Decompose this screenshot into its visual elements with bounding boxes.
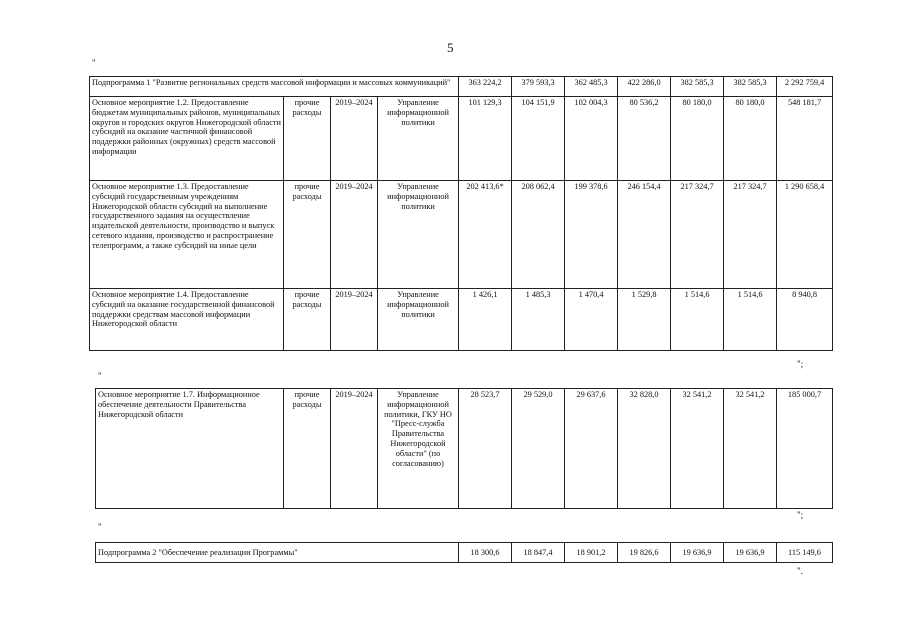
value-cell: 1 485,3 — [512, 289, 565, 351]
measure-name: Основное мероприятие 1.3. Предоставление субсидий государственным учреждениям Нижегородской области субсидий на выполнение государственного задания на осуществление издательской деятельности, производство и выпуск сетевого издания, производство и распространение телепрограмм, а также субсидий на иные цели — [90, 181, 284, 289]
value-cell: 19 636,9 — [724, 543, 777, 563]
value-cell: 422 286,0 — [618, 77, 671, 97]
executor: Управление информационной политики — [378, 181, 459, 289]
value-cell: 80 180,0 — [724, 97, 777, 181]
period: 2019–2024 — [331, 97, 378, 181]
page-number: 5 — [447, 40, 454, 55]
value-cell: 32 828,0 — [618, 389, 671, 509]
value-cell: 217 324,7 — [671, 181, 724, 289]
value-cell: 382 585,3 — [671, 77, 724, 97]
value-cell: 246 154,4 — [618, 181, 671, 289]
table-measure-1-7 — [95, 388, 833, 509]
table-row — [90, 97, 833, 181]
total-cell: 548 181,7 — [777, 97, 833, 181]
expense-type: прочие расходы — [284, 289, 331, 351]
table-subprogram-2 — [95, 542, 833, 563]
total-cell: 185 000,7 — [777, 389, 833, 509]
value-cell: 80 180,0 — [671, 97, 724, 181]
value-cell: 363 224,2 — [459, 77, 512, 97]
value-cell: 382 585,3 — [724, 77, 777, 97]
measure-name: Основное мероприятие 1.7. Информационное обеспечение деятельности Правительства Нижегородской области — [96, 389, 284, 509]
subprogram-1-title: Подпрограмма 1 "Развитие региональных средств массовой информации и массовых коммуникаций" — [90, 77, 459, 97]
executor: Управление информационной политики, ГКУ НО "Пресс-служба Правительства Нижегородской области" (по согласованию) — [378, 389, 459, 509]
value-cell: 19 636,9 — [671, 543, 724, 563]
expense-type: прочие расходы — [284, 97, 331, 181]
value-cell: 18 300,6 — [459, 543, 512, 563]
value-cell: 1 426,1 — [459, 289, 512, 351]
value-cell: 208 062,4 — [512, 181, 565, 289]
value-cell: 29 637,6 — [565, 389, 618, 509]
value-cell: 1 514,6 — [671, 289, 724, 351]
table-row — [90, 181, 833, 289]
close-quote-3: ". — [797, 566, 803, 576]
value-cell: 19 826,6 — [618, 543, 671, 563]
value-cell: 28 523,7 — [459, 389, 512, 509]
close-quote-1: "; — [797, 359, 804, 369]
period: 2019–2024 — [331, 181, 378, 289]
period: 2019–2024 — [331, 389, 378, 509]
value-cell: 202 413,6* — [459, 181, 512, 289]
subprogram-2-row — [96, 543, 833, 563]
table-row — [96, 389, 833, 509]
open-quote-1: " — [92, 58, 96, 68]
table-subprogram-1 — [89, 76, 833, 351]
measure-name: Основное мероприятие 1.4. Предоставление субсидий на оказание государственной финансовой поддержки средствам массовой информации Нижегородской области — [90, 289, 284, 351]
executor: Управление информационной политики — [378, 97, 459, 181]
expense-type: прочие расходы — [284, 389, 331, 509]
value-cell: 1 529,8 — [618, 289, 671, 351]
value-cell: 18 901,2 — [565, 543, 618, 563]
value-cell: 362 485,3 — [565, 77, 618, 97]
total-cell: 115 149,6 — [777, 543, 833, 563]
value-cell: 199 378,6 — [565, 181, 618, 289]
value-cell: 102 004,3 — [565, 97, 618, 181]
value-cell: 101 129,3 — [459, 97, 512, 181]
subprogram-1-row — [90, 77, 833, 97]
value-cell: 104 151,9 — [512, 97, 565, 181]
value-cell: 18 847,4 — [512, 543, 565, 563]
value-cell: 29 529,0 — [512, 389, 565, 509]
table-row — [90, 289, 833, 351]
value-cell: 32 541,2 — [724, 389, 777, 509]
expense-type: прочие расходы — [284, 181, 331, 289]
executor: Управление информационной политики — [378, 289, 459, 351]
value-cell: 32 541,2 — [671, 389, 724, 509]
open-quote-3: " — [98, 522, 102, 532]
open-quote-2: " — [98, 371, 102, 381]
value-cell: 1 514,6 — [724, 289, 777, 351]
total-cell: 1 290 658,4 — [777, 181, 833, 289]
value-cell: 379 593,3 — [512, 77, 565, 97]
value-cell: 217 324,7 — [724, 181, 777, 289]
measure-name: Основное мероприятие 1.2. Предоставление бюджетам муниципальных районов, муниципальных округов и городских округов Нижегородской области субсидий на оказание частичной финансовой поддержки районных (окружных) средств массовой информации — [90, 97, 284, 181]
total-cell: 2 292 759,4 — [777, 77, 833, 97]
value-cell: 80 536,2 — [618, 97, 671, 181]
close-quote-2: "; — [797, 510, 804, 520]
period: 2019–2024 — [331, 289, 378, 351]
subprogram-2-title: Подпрограмма 2 "Обеспечение реализации Программы" — [96, 543, 459, 563]
value-cell: 1 470,4 — [565, 289, 618, 351]
total-cell: 8 940,8 — [777, 289, 833, 351]
